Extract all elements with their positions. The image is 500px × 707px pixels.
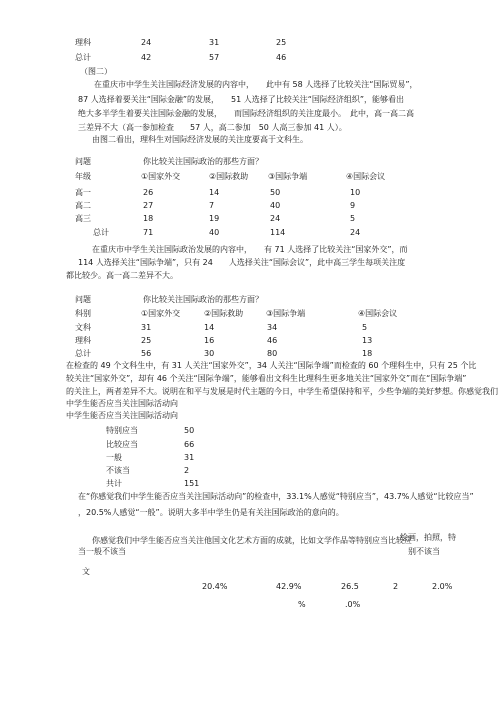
table-cell: 57 [209,53,220,62]
question-text: 你比较关注国际政治的那些方面？ [143,157,263,166]
table-cell: 40 [270,201,281,210]
text-line: 中学生能否应当关注国际活动向 [66,411,178,420]
row-label: 总计 [75,349,91,358]
row-label: 特别应当 [106,426,138,435]
row-label: 总计 [75,53,91,62]
text-line: 别不该当 [408,547,440,556]
text-line: 87 人选择着要关注“国际金融”的发展， 51 人选择了比较关注“国际经济组织”，能够看出 [78,95,405,104]
percent-value: 20.4% [202,582,228,591]
percent-value: 2.0% [432,582,453,591]
table-cell: 50 [270,188,281,197]
table-cell: 80 [267,349,278,358]
table-cell: 25 [276,38,287,47]
text-line: 中学生能否应当关注国际活动向 [66,399,178,408]
table-cell: 30 [204,349,215,358]
text-line: 在“你感觉我们中学生能否应当关注国际活动向”的检查中，33.1%人感觉“特别应当”，43.7%人感觉“比较应当” [78,492,474,501]
row-label: 文科 [75,323,91,332]
column-header: ③国际争端 [268,172,308,181]
table-cell: 66 [184,440,195,449]
text-line: 你感觉我们中学生能否应当关注他国文化艺术方面的成就，比如文学作品等特别应当比较应 [92,536,412,545]
header-label: 年级 [75,172,91,181]
table-cell: 18 [362,349,373,358]
table-cell: 31 [184,453,195,462]
question-label: 问题 [75,295,91,304]
table-cell: 24 [141,38,152,47]
text-line: 在检查的 49 个文科生中，有 31 人关注“国家外交”，34 人关注“国际争端”而检查的 60 个理科生中，只有 25 个比 [66,361,477,370]
table-cell: 26 [143,188,154,197]
row-label: 高一 [75,188,91,197]
table-cell: 40 [209,228,220,237]
row-label: 高三 [75,214,91,223]
text-line: 在重庆市中学生关注国际政治发展的内容中， 有 71 人选择了比较关注“国家外交”，而 [92,245,408,254]
table-cell: 13 [362,336,373,345]
table-cell: 25 [141,336,152,345]
column-header: ③国际争端 [266,309,306,318]
row-label: 不该当 [106,466,130,475]
question-text: 你比较关注国际政治的那些方面？ [143,295,263,304]
row-label: 共计 [106,479,122,488]
text-line: 在重庆市中学生关注国际经济发展的内容中， 此中有 58 人选择了比较关注“国际贸易”， [94,80,418,89]
table-cell: 46 [267,336,278,345]
table-cell: 27 [143,201,154,210]
text-line: 的关注上，两者差异不大。说明在和平与发展是时代主题的今日，中学生希望保持和平，少些争端的美好梦想。你感觉我们 [66,387,498,396]
text-line: 114 人选择关注“国际争端”，只有 24 人选择关注“国际会议”，此中高三学生每项关注度 [78,258,406,267]
percent-value: 42.9% [276,582,302,591]
text-line: 绝大多半学生着要关注国际金融的发展， 而国际经济组织的关注度最小。 此中，高一高二高 [78,109,414,118]
table-cell: 151 [184,479,200,488]
table-cell: 18 [143,214,154,223]
label-wen: 文 [82,567,90,576]
text-line: 三差异不大（高一参加检查 57 人，高二参加 50 人高三参加 41 人）。 [78,123,347,132]
row-label: 高二 [75,201,91,210]
table-cell: 9 [350,201,356,210]
table-cell: 50 [184,426,195,435]
column-header: ②国际救助 [204,309,244,318]
column-header: ④国际会议 [358,309,398,318]
row-label: 比较应当 [106,440,138,449]
percent-mark: .0% [345,600,361,609]
table-cell: 24 [270,214,281,223]
table-cell: 7 [209,201,215,210]
row-label: 理科 [75,38,91,47]
table-cell: 10 [350,188,361,197]
column-header: ①国家外交 [141,172,181,181]
text-line: ，20.5%人感觉“一般”。说明大多半中学生仍是有关注国际政治的意向的。 [78,508,344,517]
table-cell: 14 [204,323,215,332]
table-cell: 16 [204,336,215,345]
table-cell: 24 [350,228,361,237]
column-header: ②国际救助 [209,172,249,181]
table-cell: 114 [270,228,286,237]
table-cell: 46 [276,53,287,62]
text-line: 都比较少。高一高二差异不大。 [66,271,178,280]
row-label: 理科 [75,336,91,345]
table-cell: 31 [209,38,220,47]
table-cell: 56 [141,349,152,358]
table-cell: 34 [267,323,278,332]
text-line: 由图二看出，理科生对国际经济发展的关注度要高于文科生。 [92,135,308,144]
text-line: 当一般不该当 [78,547,126,556]
percent-mark: % [298,600,306,609]
text-line: 绘画，拍照，特 [400,533,456,542]
table-cell: 42 [141,53,152,62]
header-label: 科别 [75,309,91,318]
row-label: 总计 [93,228,109,237]
column-header: ④国际会议 [346,172,386,181]
table-cell: 31 [141,323,152,332]
table-cell: 2 [184,466,190,475]
table-cell: 19 [209,214,220,223]
row-label: 一般 [106,453,122,462]
figure-label: （图二） [80,67,112,76]
percent-value: 2 [393,582,399,591]
column-header: ①国家外交 [141,309,181,318]
percent-value: 26.5 [341,582,359,591]
table-cell: 71 [143,228,154,237]
text-line: 较关注“国家外交”，却有 46 个关注“国际争端”，能够看出文科生比理科生更多地关注“国家外交”而在“国际争端” [66,374,467,383]
table-cell: 14 [209,188,220,197]
table-cell: 5 [362,323,368,332]
question-label: 问题 [75,157,91,166]
table-cell: 5 [350,214,356,223]
